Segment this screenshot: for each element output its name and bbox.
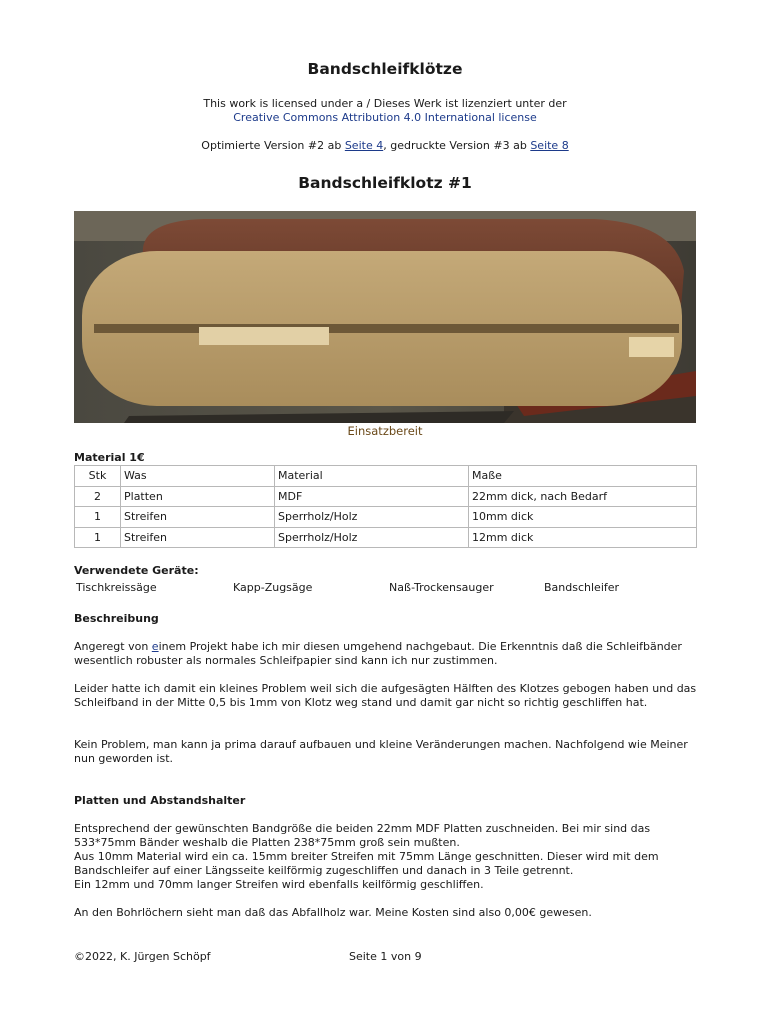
tools-title: Verwendete Geräte: [74, 564, 199, 577]
cell-stk: 1 [75, 507, 121, 528]
header-stk: Stk [75, 466, 121, 487]
description-paragraph-2: Leider hatte ich damit ein kleines Problem weil sich die aufgesägten Hälften des Klotzes gebogen haben und das Schleifband in der Mitte 0,5 bis 1mm von Klotz weg stand und damit gar nicht so richtig geschliffen hat. [74, 682, 697, 709]
license-text: This work is licensed under a / Dieses Werk ist lizenziert unter der [203, 97, 567, 110]
cell-was: Platten [121, 486, 275, 507]
table-row [75, 527, 697, 548]
table-row [75, 486, 697, 507]
header-masse: Maße [469, 466, 697, 487]
platten-paragraph-2: An den Bohrlöchern sieht man daß das Abfallholz war. Meine Kosten sind also 0,00€ gewesen. [74, 906, 592, 919]
version-note [0, 139, 770, 152]
tool-item: Bandschleifer [544, 581, 620, 594]
platten-paragraph-1 [74, 822, 699, 892]
material-table [74, 465, 697, 548]
cell-material: MDF [275, 486, 469, 507]
cell-masse: 12mm dick [469, 527, 697, 548]
version-text-1: Optimierte Version #2 ab [201, 139, 345, 152]
platten-line-1: Entsprechend der gewünschten Bandgröße die beiden 22mm MDF Platten zuschneiden. Bei mir sind das 533*75mm Bänder weshalb die Platten 238*75mm groß sein mußten. [74, 822, 651, 849]
description-heading: Beschreibung [74, 612, 159, 625]
footer-page-number: Seite 1 von 9 [349, 950, 422, 963]
header-material: Material [275, 466, 469, 487]
description-paragraph-3: Kein Problem, man kann ja prima darauf aufbauen und kleine Veränderungen machen. Nachfolgend wie Meiner nun geworden ist. [74, 738, 688, 765]
footer-copyright: ©2022, K. Jürgen Schöpf [74, 950, 211, 963]
tool-item: Kapp-Zugsäge [233, 581, 313, 594]
table-header-row [75, 466, 697, 487]
cell-material: Sperrholz/Holz [275, 507, 469, 528]
platten-heading: Platten und Abstandshalter [74, 794, 246, 807]
cell-masse: 22mm dick, nach Bedarf [469, 486, 697, 507]
photo-caption: Einsatzbereit [347, 424, 423, 438]
cell-masse: 10mm dick [469, 507, 697, 528]
cell-stk: 2 [75, 486, 121, 507]
table-row [75, 507, 697, 528]
page-8-link[interactable]: Seite 8 [530, 139, 569, 152]
section-title: Bandschleifklotz #1 [298, 174, 472, 192]
cell-material: Sperrholz/Holz [275, 527, 469, 548]
sanding-block-photo [74, 211, 696, 423]
tool-item: Naß-Trockensauger [389, 581, 494, 594]
cell-was: Streifen [121, 527, 275, 548]
version-text-2: , gedruckte Version #3 ab [383, 139, 531, 152]
project-link[interactable]: e [151, 640, 159, 653]
platten-line-3: Ein 12mm und 70mm langer Streifen wird ebenfalls keilförmig geschliffen. [74, 878, 484, 891]
cell-stk: 1 [75, 527, 121, 548]
page-4-link[interactable]: Seite 4 [344, 139, 384, 152]
material-title: Material 1€ [74, 451, 145, 464]
cell-was: Streifen [121, 507, 275, 528]
platten-line-2: Aus 10mm Material wird ein ca. 15mm breiter Streifen mit 75mm Länge geschnitten. Dieser wird mit dem Bandschleifer auf einer Längsseite keilförmig zugeschliffen und danach in 3 Teile getrennt. [74, 850, 659, 877]
license-link[interactable]: Creative Commons Attribution 4.0 International license [233, 111, 537, 124]
tool-item: Tischkreissäge [76, 581, 157, 594]
document-title: Bandschleifklötze [307, 60, 463, 78]
header-was: Was [121, 466, 275, 487]
description-paragraph-1: Angeregt von einem Projekt habe ich mir diesen umgehend nachgebaut. Die Erkenntnis daß die Schleifbänder wesentlich robuster als normales Schleifpapier sind kann ich nur zustimmen. [74, 640, 682, 667]
